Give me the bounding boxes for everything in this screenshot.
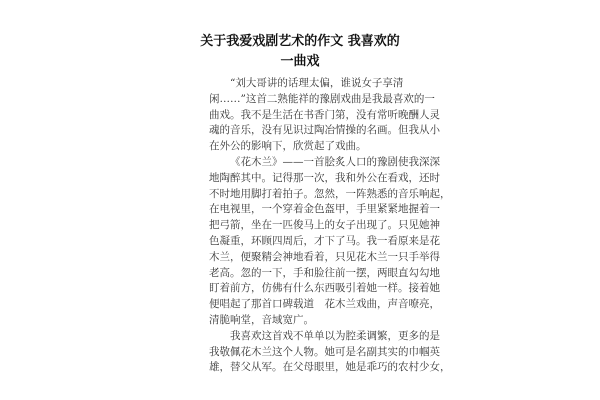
text-line: 地陶醉其中。记得那一次，我和外公在看戏，还时 [209, 171, 440, 184]
article-body [209, 76, 451, 376]
text-line: “刘大哥讲的话理太偏，谁说女子享清 [230, 77, 404, 89]
text-line: 便唱起了那首口碑载道 花木兰戏曲，声音嘹亮， [209, 298, 440, 311]
text-line: 我敬佩花木兰这个人物。她可是名副其实的巾帼英 [209, 345, 440, 358]
article-title: 关于我爱戏剧艺术的作文 我喜欢的一曲戏 [200, 34, 400, 69]
text-line: 木兰，便聚精会神地看着，只见花木兰一只手举得 [209, 250, 440, 263]
text-line: 曲戏。我不是生活在书香门第，没有常听晚酬人灵 [209, 108, 440, 121]
text-line: 色凝重，环顾四周后，才下了马。我一看原来是花 [209, 234, 440, 247]
text-line: 不时地用脚打着拍子。忽然，一阵熟悉的音乐响起， [209, 187, 451, 200]
text-line: 在电视里，一个穿着金色盔甲，手里紧紧地握着一 [209, 203, 440, 216]
text-line: 我喜欢这首戏不单单以为腔柔调繁，更多的是 [230, 329, 440, 342]
text-line: 闲……”这首二熟能祥的豫剧戏曲是我最喜欢的一 [209, 92, 435, 105]
text-line: 清脆响堂，音域宽广。 [209, 313, 314, 326]
text-line: 《花木兰》——一首脍炙人口的豫剧使我深深 [230, 155, 440, 168]
text-line: 把弓箭，坐在一匹俊马上的女子出现了。只见她神 [209, 219, 440, 232]
text-line: 老高。忽的一下，手和脸往前一摆，两眼直勾勾地 [209, 266, 440, 279]
text-line: 魂的音乐，没有见识过陶冶情操的名画。但我从小 [209, 124, 440, 137]
paragraph-1 [209, 76, 440, 155]
paragraph-3 [209, 329, 451, 376]
paragraph-2 [209, 155, 451, 329]
text-line: 雄，替父从军。在父母眼里，她是乖巧的农村少女， [209, 361, 451, 374]
text-line: 盯着前方，仿佛有什么东西吸引着她一样。接着她 [209, 282, 440, 295]
text-line: 在外公的影响下，欣赏起了戏曲。 [209, 140, 367, 153]
